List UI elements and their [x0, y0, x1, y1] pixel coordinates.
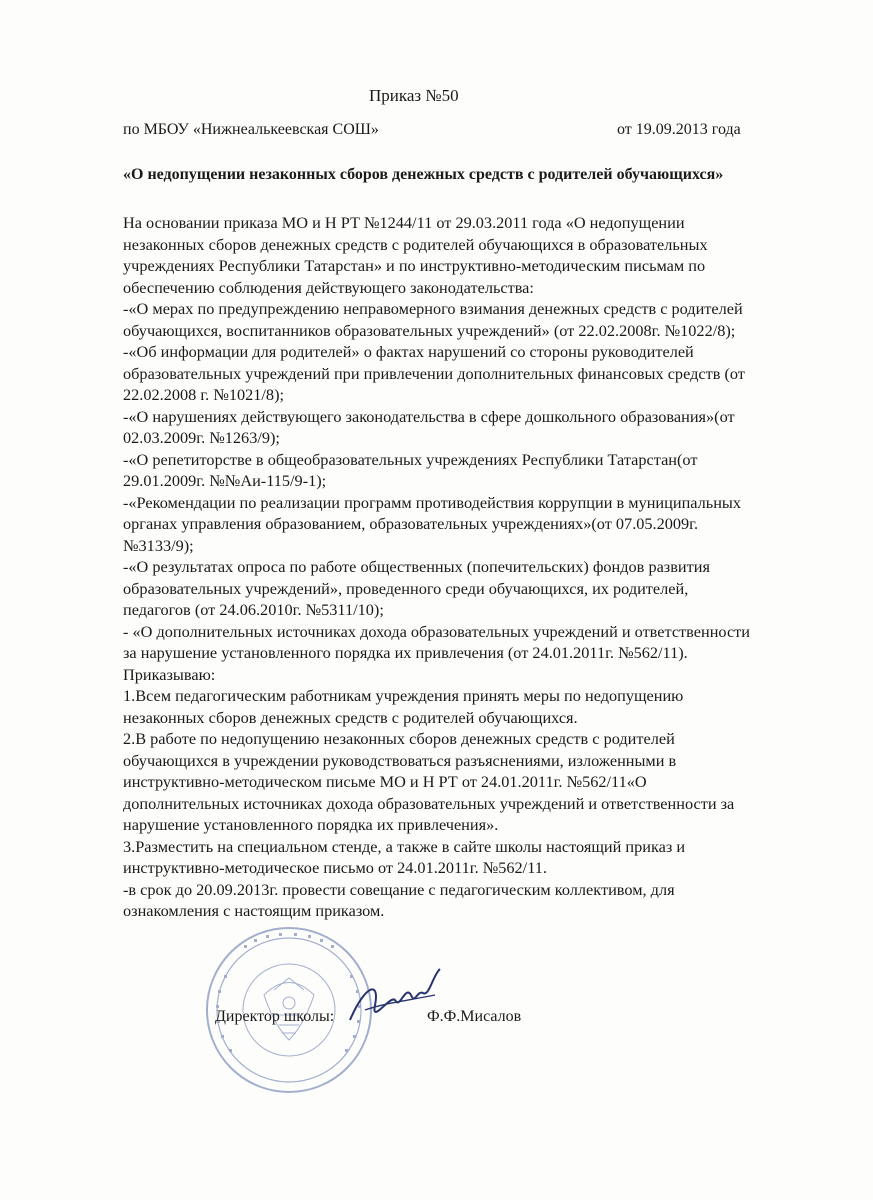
body-line: обучающихся в учреждении руководствоваться разъяснениями, изложенными в — [123, 750, 677, 770]
body-line: ознакомления с настоящим приказом. — [123, 901, 385, 920]
body-line: №3133/9); — [123, 535, 194, 555]
order-subject: «О недопущении незаконных сборов денежных средств с родителей обучающихся» — [123, 166, 724, 183]
body-line: органах управления образованием, образовательных учреждениях»(от 07.05.2009г. — [123, 514, 699, 533]
body-line: образовательных учреждений», проведенного среди обучающихся, их родителей, — [123, 578, 689, 598]
body-line: незаконных сборов денежных средств с родителей обучающихся в образовательных — [123, 234, 708, 254]
body-line: -«Об информации для родителей» о фактах нарушений со стороны руководителей — [123, 342, 694, 361]
body-line: 22.02.2008 г. №1021/8); — [123, 385, 285, 404]
body-line: 1.Всем педагогическим работникам учреждения принять меры по недопущению — [123, 686, 684, 705]
body-line: 29.01.2009г. №№Аи-115/9-1); — [123, 471, 327, 490]
signature-block — [215, 1008, 615, 1038]
body-line: На основании приказа МО и Н РТ №1244/11 от 29.03.2011 года «О недопущении — [123, 213, 685, 232]
body-line: Приказываю: — [123, 664, 216, 684]
body-line: -«О репетиторстве в общеобразовательных учреждениях Республики Татарстан(от — [123, 449, 698, 469]
body-line: обеспечению соблюдения действующего законодательства: — [123, 277, 534, 297]
body-line: дополнительных источниках дохода образовательных учреждений и ответственности за — [123, 793, 735, 813]
body-line: педагогов (от 24.06.2010г. №5311/10); — [123, 600, 384, 619]
body-line: -«Рекомендации по реализации программ противодействия коррупции в муниципальных — [123, 492, 741, 512]
body-line: -«О результатах опроса по работе общественных (попечительских) фондов развития — [123, 557, 710, 576]
body-line: - «О дополнительных источниках дохода образовательных учреждений и ответственности — [123, 621, 751, 641]
body-line: нарушение установленного порядка их привлечения». — [123, 815, 499, 834]
body-line: обучающихся, воспитанников образовательных учреждений» (от 22.02.2008г. №1022/8); — [123, 320, 736, 340]
body-line: образовательных учреждений при привлечении дополнительных финансовых средств (от — [123, 363, 745, 383]
body-line: 2.В работе по недопущению незаконных сборов денежных средств с родителей — [123, 729, 675, 748]
director-name: Ф.Ф.Мисалов — [427, 1008, 522, 1025]
order-body — [123, 212, 813, 922]
body-line: -«О мерах по предупреждению неправомерного взимания денежных средств с родителей — [123, 299, 743, 318]
body-line: -в срок до 20.09.2013г. провести совещание с педагогическим коллективом, для — [123, 879, 675, 899]
document-date: от 19.09.2013 года — [617, 121, 741, 138]
body-line: инструктивно-методическом письме МО и Н РТ от 24.01.2011г. №562/11«О — [123, 772, 647, 791]
body-line: 02.03.2009г. №1263/9); — [123, 428, 280, 447]
body-line: незаконных сборов денежных средств с родителей обучающихся. — [123, 707, 578, 727]
body-line: за нарушение установленного порядка их привлечения (от 24.01.2011г. №562/11). — [123, 643, 688, 662]
document-title: Приказ №50 — [369, 86, 459, 105]
body-line: учреждениях Республики Татарстан» и по инструктивно-методическим письмам по — [123, 256, 706, 275]
body-line: инструктивно-методическое письмо от 24.01.2011г. №562/11. — [123, 858, 547, 877]
body-line: -«О нарушениях действующего законодательства в сфере дошкольного образования»(от — [123, 406, 735, 426]
organization-line: по МБОУ «Нижнеалькеевская СОШ» — [123, 121, 379, 138]
body-line: 3.Разместить на специальном стенде, а также в сайте школы настоящий приказ и — [123, 836, 686, 856]
signature-label: Директор школы: — [215, 1008, 335, 1025]
